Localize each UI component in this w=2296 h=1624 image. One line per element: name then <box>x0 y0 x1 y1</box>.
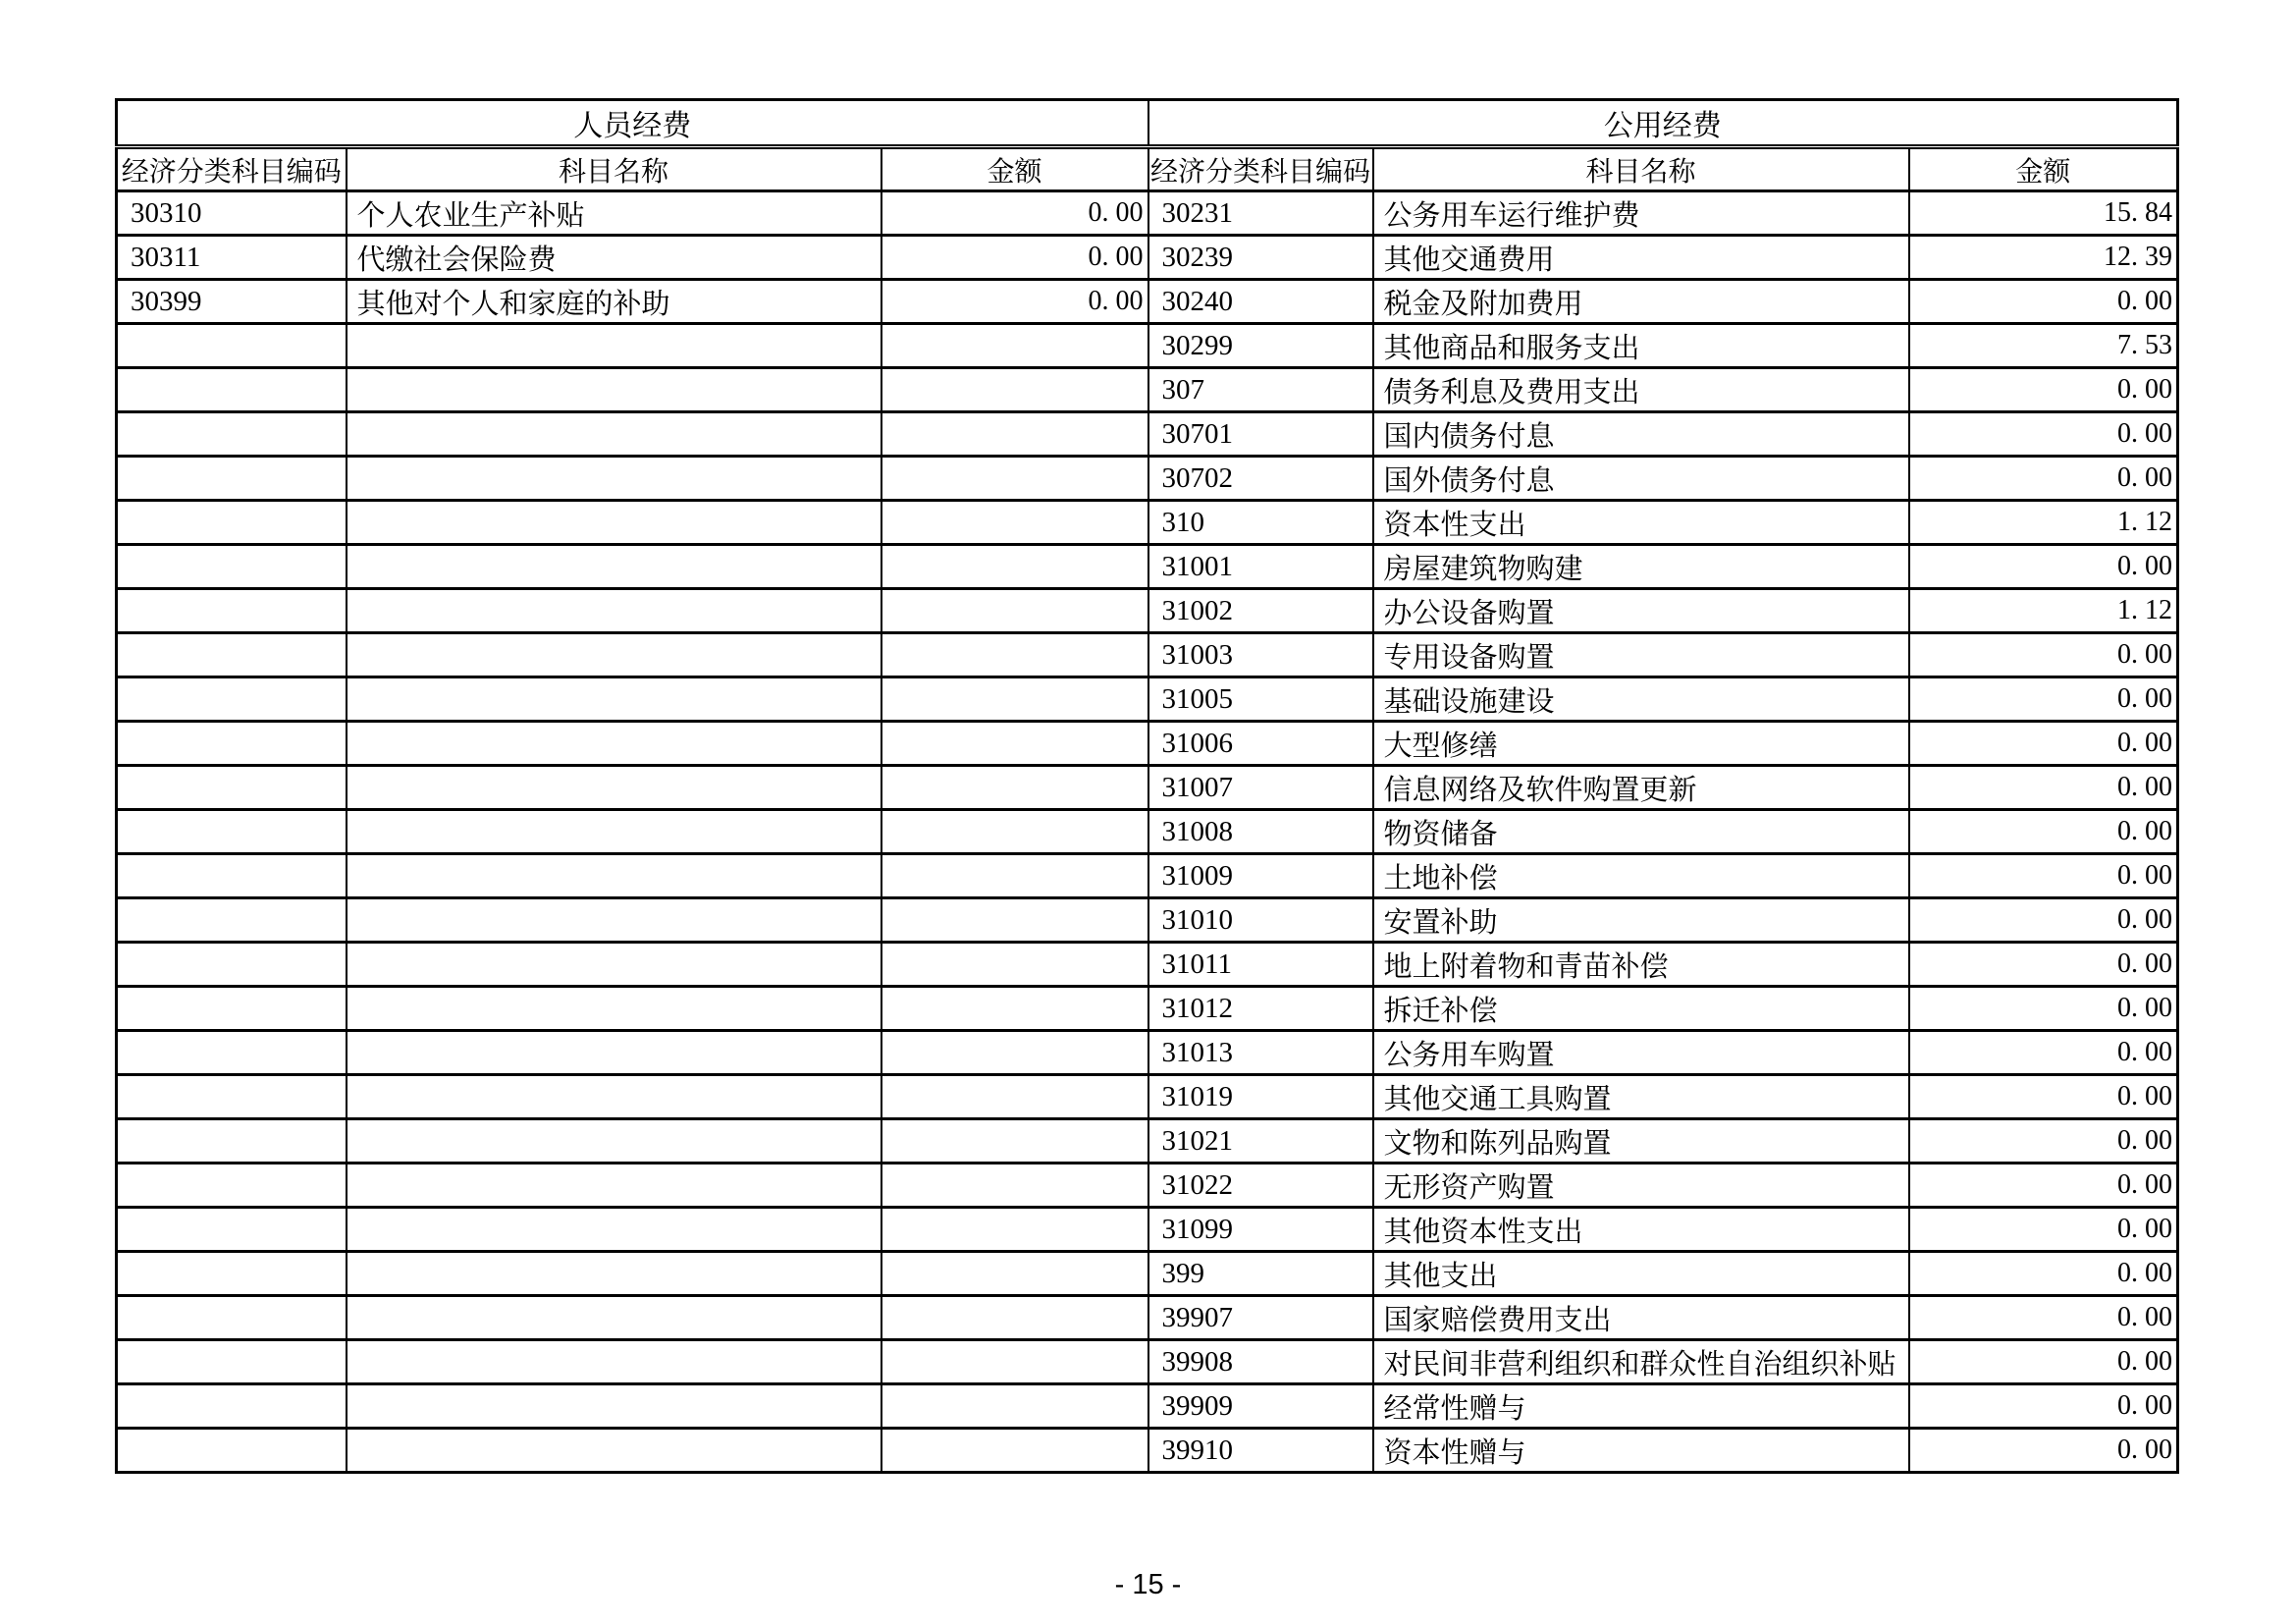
code-cell <box>117 943 347 987</box>
amount-cell: 12. 39 <box>1909 236 2178 280</box>
table-row <box>117 324 2178 368</box>
code-cell: 31099 <box>1148 1208 1373 1252</box>
code-cell: 30231 <box>1148 191 1373 236</box>
code-cell: 31019 <box>1148 1075 1373 1119</box>
code-cell <box>117 633 347 677</box>
name-cell: 物资储备 <box>1373 810 1909 854</box>
code-cell <box>117 810 347 854</box>
name-cell: 其他交通费用 <box>1373 236 1909 280</box>
section-title-row <box>117 100 2178 147</box>
code-cell: 307 <box>1148 368 1373 412</box>
code-cell: 399 <box>1148 1252 1373 1296</box>
code-cell <box>117 412 347 457</box>
name-cell <box>347 766 881 810</box>
amount-cell <box>881 1031 1148 1075</box>
code-cell <box>117 1252 347 1296</box>
name-cell <box>347 1340 881 1384</box>
amount-cell: 0. 00 <box>1909 943 2178 987</box>
name-cell <box>347 987 881 1031</box>
name-cell <box>347 1031 881 1075</box>
amount-cell <box>881 1208 1148 1252</box>
code-cell <box>117 545 347 589</box>
name-cell: 个人农业生产补贴 <box>347 191 881 236</box>
column-header-row <box>117 147 2178 191</box>
right-name-column-header: 科目名称 <box>1373 147 1909 191</box>
amount-cell <box>881 1075 1148 1119</box>
code-cell <box>117 766 347 810</box>
code-cell <box>117 324 347 368</box>
amount-cell <box>881 324 1148 368</box>
table-row <box>117 1031 2178 1075</box>
code-cell <box>117 1031 347 1075</box>
table-row <box>117 1340 2178 1384</box>
table-row <box>117 633 2178 677</box>
name-cell: 其他商品和服务支出 <box>1373 324 1909 368</box>
name-cell <box>347 368 881 412</box>
amount-cell: 0. 00 <box>1909 412 2178 457</box>
name-cell: 其他支出 <box>1373 1252 1909 1296</box>
code-cell: 30240 <box>1148 280 1373 324</box>
table-row <box>117 898 2178 943</box>
code-cell <box>117 501 347 545</box>
amount-cell <box>881 810 1148 854</box>
code-cell: 30310 <box>117 191 347 236</box>
table-row <box>117 677 2178 722</box>
name-cell: 税金及附加费用 <box>1373 280 1909 324</box>
amount-cell: 0. 00 <box>1909 766 2178 810</box>
name-cell: 其他资本性支出 <box>1373 1208 1909 1252</box>
code-cell <box>117 1429 347 1473</box>
table-body <box>117 191 2178 1473</box>
table-row <box>117 1384 2178 1429</box>
name-cell: 对民间非营利组织和群众性自治组织补贴 <box>1373 1340 1909 1384</box>
name-cell <box>347 677 881 722</box>
code-cell: 31001 <box>1148 545 1373 589</box>
name-cell <box>347 1296 881 1340</box>
amount-cell <box>881 854 1148 898</box>
name-cell: 地上附着物和青苗补偿 <box>1373 943 1909 987</box>
amount-cell: 0. 00 <box>881 280 1148 324</box>
code-cell: 31009 <box>1148 854 1373 898</box>
name-cell: 资本性赠与 <box>1373 1429 1909 1473</box>
name-cell <box>347 589 881 633</box>
amount-cell <box>881 368 1148 412</box>
table-row <box>117 412 2178 457</box>
amount-cell: 0. 00 <box>1909 1164 2178 1208</box>
amount-cell: 0. 00 <box>1909 368 2178 412</box>
name-cell: 债务利息及费用支出 <box>1373 368 1909 412</box>
code-cell <box>117 368 347 412</box>
name-cell: 大型修缮 <box>1373 722 1909 766</box>
amount-cell <box>881 722 1148 766</box>
table-row <box>117 1075 2178 1119</box>
amount-cell: 7. 53 <box>1909 324 2178 368</box>
code-cell <box>117 1296 347 1340</box>
name-cell: 其他交通工具购置 <box>1373 1075 1909 1119</box>
amount-cell: 0. 00 <box>1909 1340 2178 1384</box>
code-cell <box>117 457 347 501</box>
amount-cell: 0. 00 <box>1909 987 2178 1031</box>
name-cell <box>347 545 881 589</box>
amount-cell <box>881 1429 1148 1473</box>
name-cell: 文物和陈列品购置 <box>1373 1119 1909 1164</box>
amount-cell: 0. 00 <box>1909 898 2178 943</box>
amount-cell: 0. 00 <box>881 236 1148 280</box>
table-row <box>117 457 2178 501</box>
amount-cell <box>881 1340 1148 1384</box>
table-row <box>117 280 2178 324</box>
table-row <box>117 943 2178 987</box>
table-row <box>117 589 2178 633</box>
name-cell <box>347 633 881 677</box>
amount-cell <box>881 412 1148 457</box>
right-code-column-header: 经济分类科目编码 <box>1148 147 1373 191</box>
code-cell: 39908 <box>1148 1340 1373 1384</box>
amount-cell <box>881 545 1148 589</box>
name-cell: 经常性赠与 <box>1373 1384 1909 1429</box>
amount-cell: 0. 00 <box>1909 1075 2178 1119</box>
name-cell <box>347 501 881 545</box>
name-cell <box>347 1075 881 1119</box>
code-cell <box>117 1075 347 1119</box>
expense-classification-table <box>115 98 2179 1474</box>
name-cell: 公务用车购置 <box>1373 1031 1909 1075</box>
code-cell: 31012 <box>1148 987 1373 1031</box>
code-cell <box>117 1384 347 1429</box>
name-cell: 国内债务付息 <box>1373 412 1909 457</box>
amount-cell <box>881 1384 1148 1429</box>
code-cell <box>117 898 347 943</box>
code-cell: 31005 <box>1148 677 1373 722</box>
amount-cell: 0. 00 <box>1909 1429 2178 1473</box>
code-cell <box>117 854 347 898</box>
code-cell: 30311 <box>117 236 347 280</box>
code-cell: 31011 <box>1148 943 1373 987</box>
name-cell: 代缴社会保险费 <box>347 236 881 280</box>
code-cell <box>117 1208 347 1252</box>
code-cell: 31022 <box>1148 1164 1373 1208</box>
amount-cell <box>881 677 1148 722</box>
amount-cell <box>881 589 1148 633</box>
amount-cell <box>881 501 1148 545</box>
name-cell: 其他对个人和家庭的补助 <box>347 280 881 324</box>
name-cell: 无形资产购置 <box>1373 1164 1909 1208</box>
table-row <box>117 1296 2178 1340</box>
amount-cell: 0. 00 <box>1909 1252 2178 1296</box>
amount-cell <box>881 633 1148 677</box>
amount-cell: 0. 00 <box>1909 1119 2178 1164</box>
code-cell: 31007 <box>1148 766 1373 810</box>
amount-cell <box>881 943 1148 987</box>
name-cell <box>347 810 881 854</box>
code-cell: 30701 <box>1148 412 1373 457</box>
amount-cell: 0. 00 <box>1909 457 2178 501</box>
right-amount-column-header: 金额 <box>1909 147 2178 191</box>
table-row <box>117 854 2178 898</box>
name-cell: 国家赔偿费用支出 <box>1373 1296 1909 1340</box>
name-cell <box>347 324 881 368</box>
page-number: - 15 - <box>1114 1569 1182 1600</box>
table-row <box>117 810 2178 854</box>
name-cell <box>347 898 881 943</box>
amount-cell <box>881 457 1148 501</box>
amount-cell: 15. 84 <box>1909 191 2178 236</box>
personnel-expense-section-title: 人员经费 <box>117 100 1148 147</box>
amount-cell <box>881 987 1148 1031</box>
name-cell: 土地补偿 <box>1373 854 1909 898</box>
code-cell: 310 <box>1148 501 1373 545</box>
amount-cell: 0. 00 <box>1909 854 2178 898</box>
name-cell: 安置补助 <box>1373 898 1909 943</box>
amount-cell: 0. 00 <box>1909 1384 2178 1429</box>
name-cell: 办公设备购置 <box>1373 589 1909 633</box>
code-cell <box>117 987 347 1031</box>
amount-cell: 0. 00 <box>1909 1031 2178 1075</box>
name-cell <box>347 722 881 766</box>
code-cell <box>117 722 347 766</box>
amount-cell: 0. 00 <box>881 191 1148 236</box>
table-row <box>117 1119 2178 1164</box>
code-cell: 31008 <box>1148 810 1373 854</box>
amount-cell <box>881 1252 1148 1296</box>
code-cell: 30702 <box>1148 457 1373 501</box>
amount-cell: 0. 00 <box>1909 545 2178 589</box>
name-cell <box>347 1164 881 1208</box>
name-cell: 国外债务付息 <box>1373 457 1909 501</box>
code-cell: 39910 <box>1148 1429 1373 1473</box>
amount-cell <box>881 898 1148 943</box>
amount-cell: 0. 00 <box>1909 280 2178 324</box>
table-row <box>117 1164 2178 1208</box>
code-cell: 31002 <box>1148 589 1373 633</box>
name-cell <box>347 457 881 501</box>
code-cell: 30399 <box>117 280 347 324</box>
name-cell <box>347 1429 881 1473</box>
code-cell: 30299 <box>1148 324 1373 368</box>
name-cell: 专用设备购置 <box>1373 633 1909 677</box>
name-cell: 信息网络及软件购置更新 <box>1373 766 1909 810</box>
table-row <box>117 1208 2178 1252</box>
left-amount-column-header: 金额 <box>881 147 1148 191</box>
table-row <box>117 1429 2178 1473</box>
name-cell <box>347 1208 881 1252</box>
name-cell: 公务用车运行维护费 <box>1373 191 1909 236</box>
amount-cell: 0. 00 <box>1909 722 2178 766</box>
table-row <box>117 1252 2178 1296</box>
table-row <box>117 987 2178 1031</box>
amount-cell: 0. 00 <box>1909 633 2178 677</box>
code-cell: 31013 <box>1148 1031 1373 1075</box>
name-cell: 拆迁补偿 <box>1373 987 1909 1031</box>
public-expense-section-title: 公用经费 <box>1148 100 2178 147</box>
name-cell <box>347 1384 881 1429</box>
amount-cell <box>881 1119 1148 1164</box>
amount-cell: 0. 00 <box>1909 810 2178 854</box>
code-cell <box>117 589 347 633</box>
name-cell <box>347 943 881 987</box>
table-row <box>117 501 2178 545</box>
code-cell: 31021 <box>1148 1119 1373 1164</box>
table-row <box>117 236 2178 280</box>
left-code-column-header: 经济分类科目编码 <box>117 147 347 191</box>
amount-cell: 0. 00 <box>1909 1208 2178 1252</box>
amount-cell: 0. 00 <box>1909 677 2178 722</box>
table-row <box>117 766 2178 810</box>
table-row <box>117 722 2178 766</box>
code-cell: 31010 <box>1148 898 1373 943</box>
name-cell: 基础设施建设 <box>1373 677 1909 722</box>
code-cell: 39909 <box>1148 1384 1373 1429</box>
table-row <box>117 191 2178 236</box>
name-cell: 房屋建筑物购建 <box>1373 545 1909 589</box>
amount-cell <box>881 1164 1148 1208</box>
table-row <box>117 368 2178 412</box>
amount-cell <box>881 766 1148 810</box>
code-cell <box>117 677 347 722</box>
code-cell <box>117 1164 347 1208</box>
code-cell: 39907 <box>1148 1296 1373 1340</box>
amount-cell: 1. 12 <box>1909 589 2178 633</box>
name-cell <box>347 1119 881 1164</box>
name-cell <box>347 854 881 898</box>
code-cell: 31003 <box>1148 633 1373 677</box>
name-cell <box>347 1252 881 1296</box>
amount-cell: 0. 00 <box>1909 1296 2178 1340</box>
amount-cell: 1. 12 <box>1909 501 2178 545</box>
code-cell <box>117 1340 347 1384</box>
table-row <box>117 545 2178 589</box>
code-cell <box>117 1119 347 1164</box>
amount-cell <box>881 1296 1148 1340</box>
code-cell: 30239 <box>1148 236 1373 280</box>
left-name-column-header: 科目名称 <box>347 147 881 191</box>
name-cell <box>347 412 881 457</box>
name-cell: 资本性支出 <box>1373 501 1909 545</box>
code-cell: 31006 <box>1148 722 1373 766</box>
